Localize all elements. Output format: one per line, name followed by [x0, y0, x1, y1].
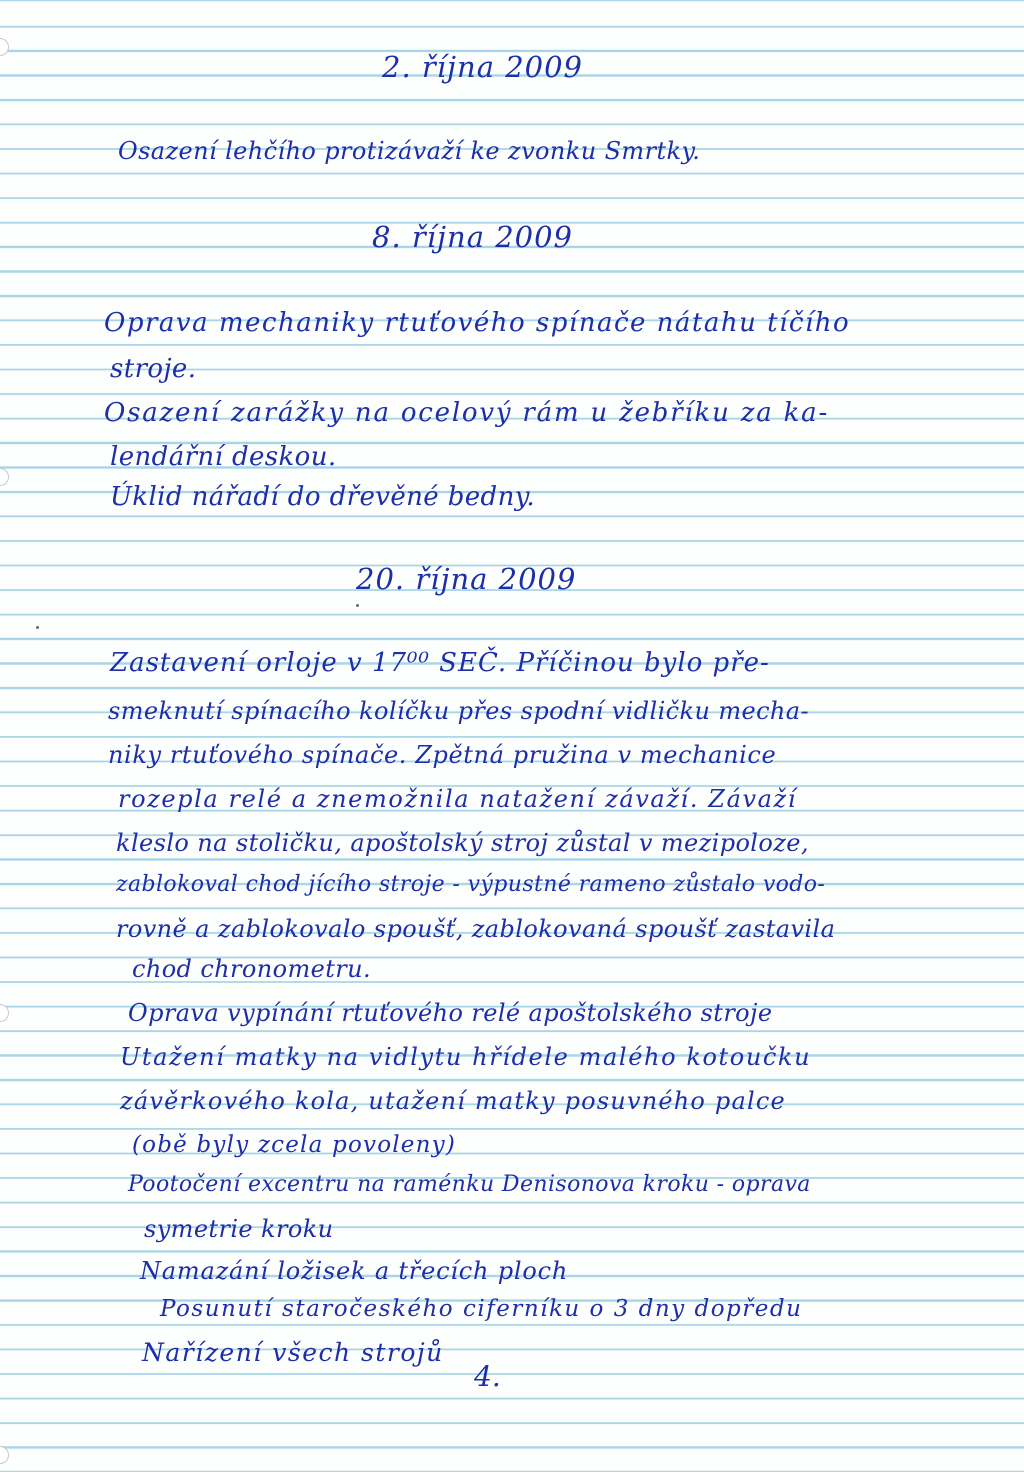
entry-line: Nařízení všech strojů: [142, 1338, 444, 1367]
entry-line: Oprava vypínání rtuťového relé apoštolského stroje: [128, 999, 773, 1027]
binder-hole: [0, 38, 9, 56]
entry-line: zablokoval chod jícího stroje - výpustné rameno zůstalo vodo-: [116, 872, 826, 897]
entry-line: chod chronometru.: [132, 955, 372, 983]
entry-line: Pootočení excentru na raménku Denisonova kroku - oprava: [128, 1172, 811, 1197]
entry-line: lendářní deskou.: [110, 442, 337, 472]
binder-hole: [0, 1004, 9, 1022]
entry-line: stroje.: [110, 354, 197, 384]
entry-date: 2. října 2009: [382, 50, 584, 84]
entry-line: Osazení lehčího protizávaží ke zvonku Smrtky.: [118, 137, 701, 165]
page-number: 4.: [474, 1360, 501, 1393]
entry-line: Úklid nářadí do dřevěné bedny.: [110, 482, 536, 512]
entry-line: Utažení matky na vidlytu hřídele malého kotoučku: [120, 1043, 812, 1071]
entry-line: rozepla relé a znemožnila natažení závaží. Závaží: [118, 785, 798, 813]
entry-date: 20. října 2009: [356, 562, 577, 596]
entry-line: Namazání ložisek a třecích ploch: [140, 1257, 569, 1285]
entry-line: niky rtuťového spínače. Zpětná pružina v mechanice: [108, 741, 777, 769]
entry-date: 8. října 2009: [372, 220, 574, 254]
entry-line: Osazení zarážky na ocelový rám u žebříku za ka-: [104, 398, 830, 428]
entry-line: rovně a zablokovalo spoušť, zablokovaná spoušť zastavila: [116, 915, 836, 943]
entry-line: Zastavení orloje v 17⁰⁰ SEČ. Příčinou bylo pře-: [110, 648, 770, 678]
ink-speck: [36, 626, 39, 629]
binder-hole: [0, 1446, 9, 1464]
entry-line: Posunutí staročeského ciferníku o 3 dny dopředu: [160, 1296, 803, 1322]
entry-line: smeknutí spínacího kolíčku přes spodní vidličku mecha-: [108, 697, 810, 725]
entry-line: kleslo na stoličku, apoštolský stroj zůstal v mezipoloze,: [116, 829, 809, 857]
entry-line: Oprava mechaniky rtuťového spínače nátahu tíčího: [104, 308, 851, 338]
ink-speck: [356, 604, 359, 607]
entry-line: symetrie kroku: [144, 1215, 334, 1243]
binder-hole: [0, 468, 9, 486]
entry-line: (obě byly zcela povoleny): [132, 1132, 456, 1158]
entry-line: závěrkového kola, utažení matky posuvného palce: [120, 1087, 786, 1115]
